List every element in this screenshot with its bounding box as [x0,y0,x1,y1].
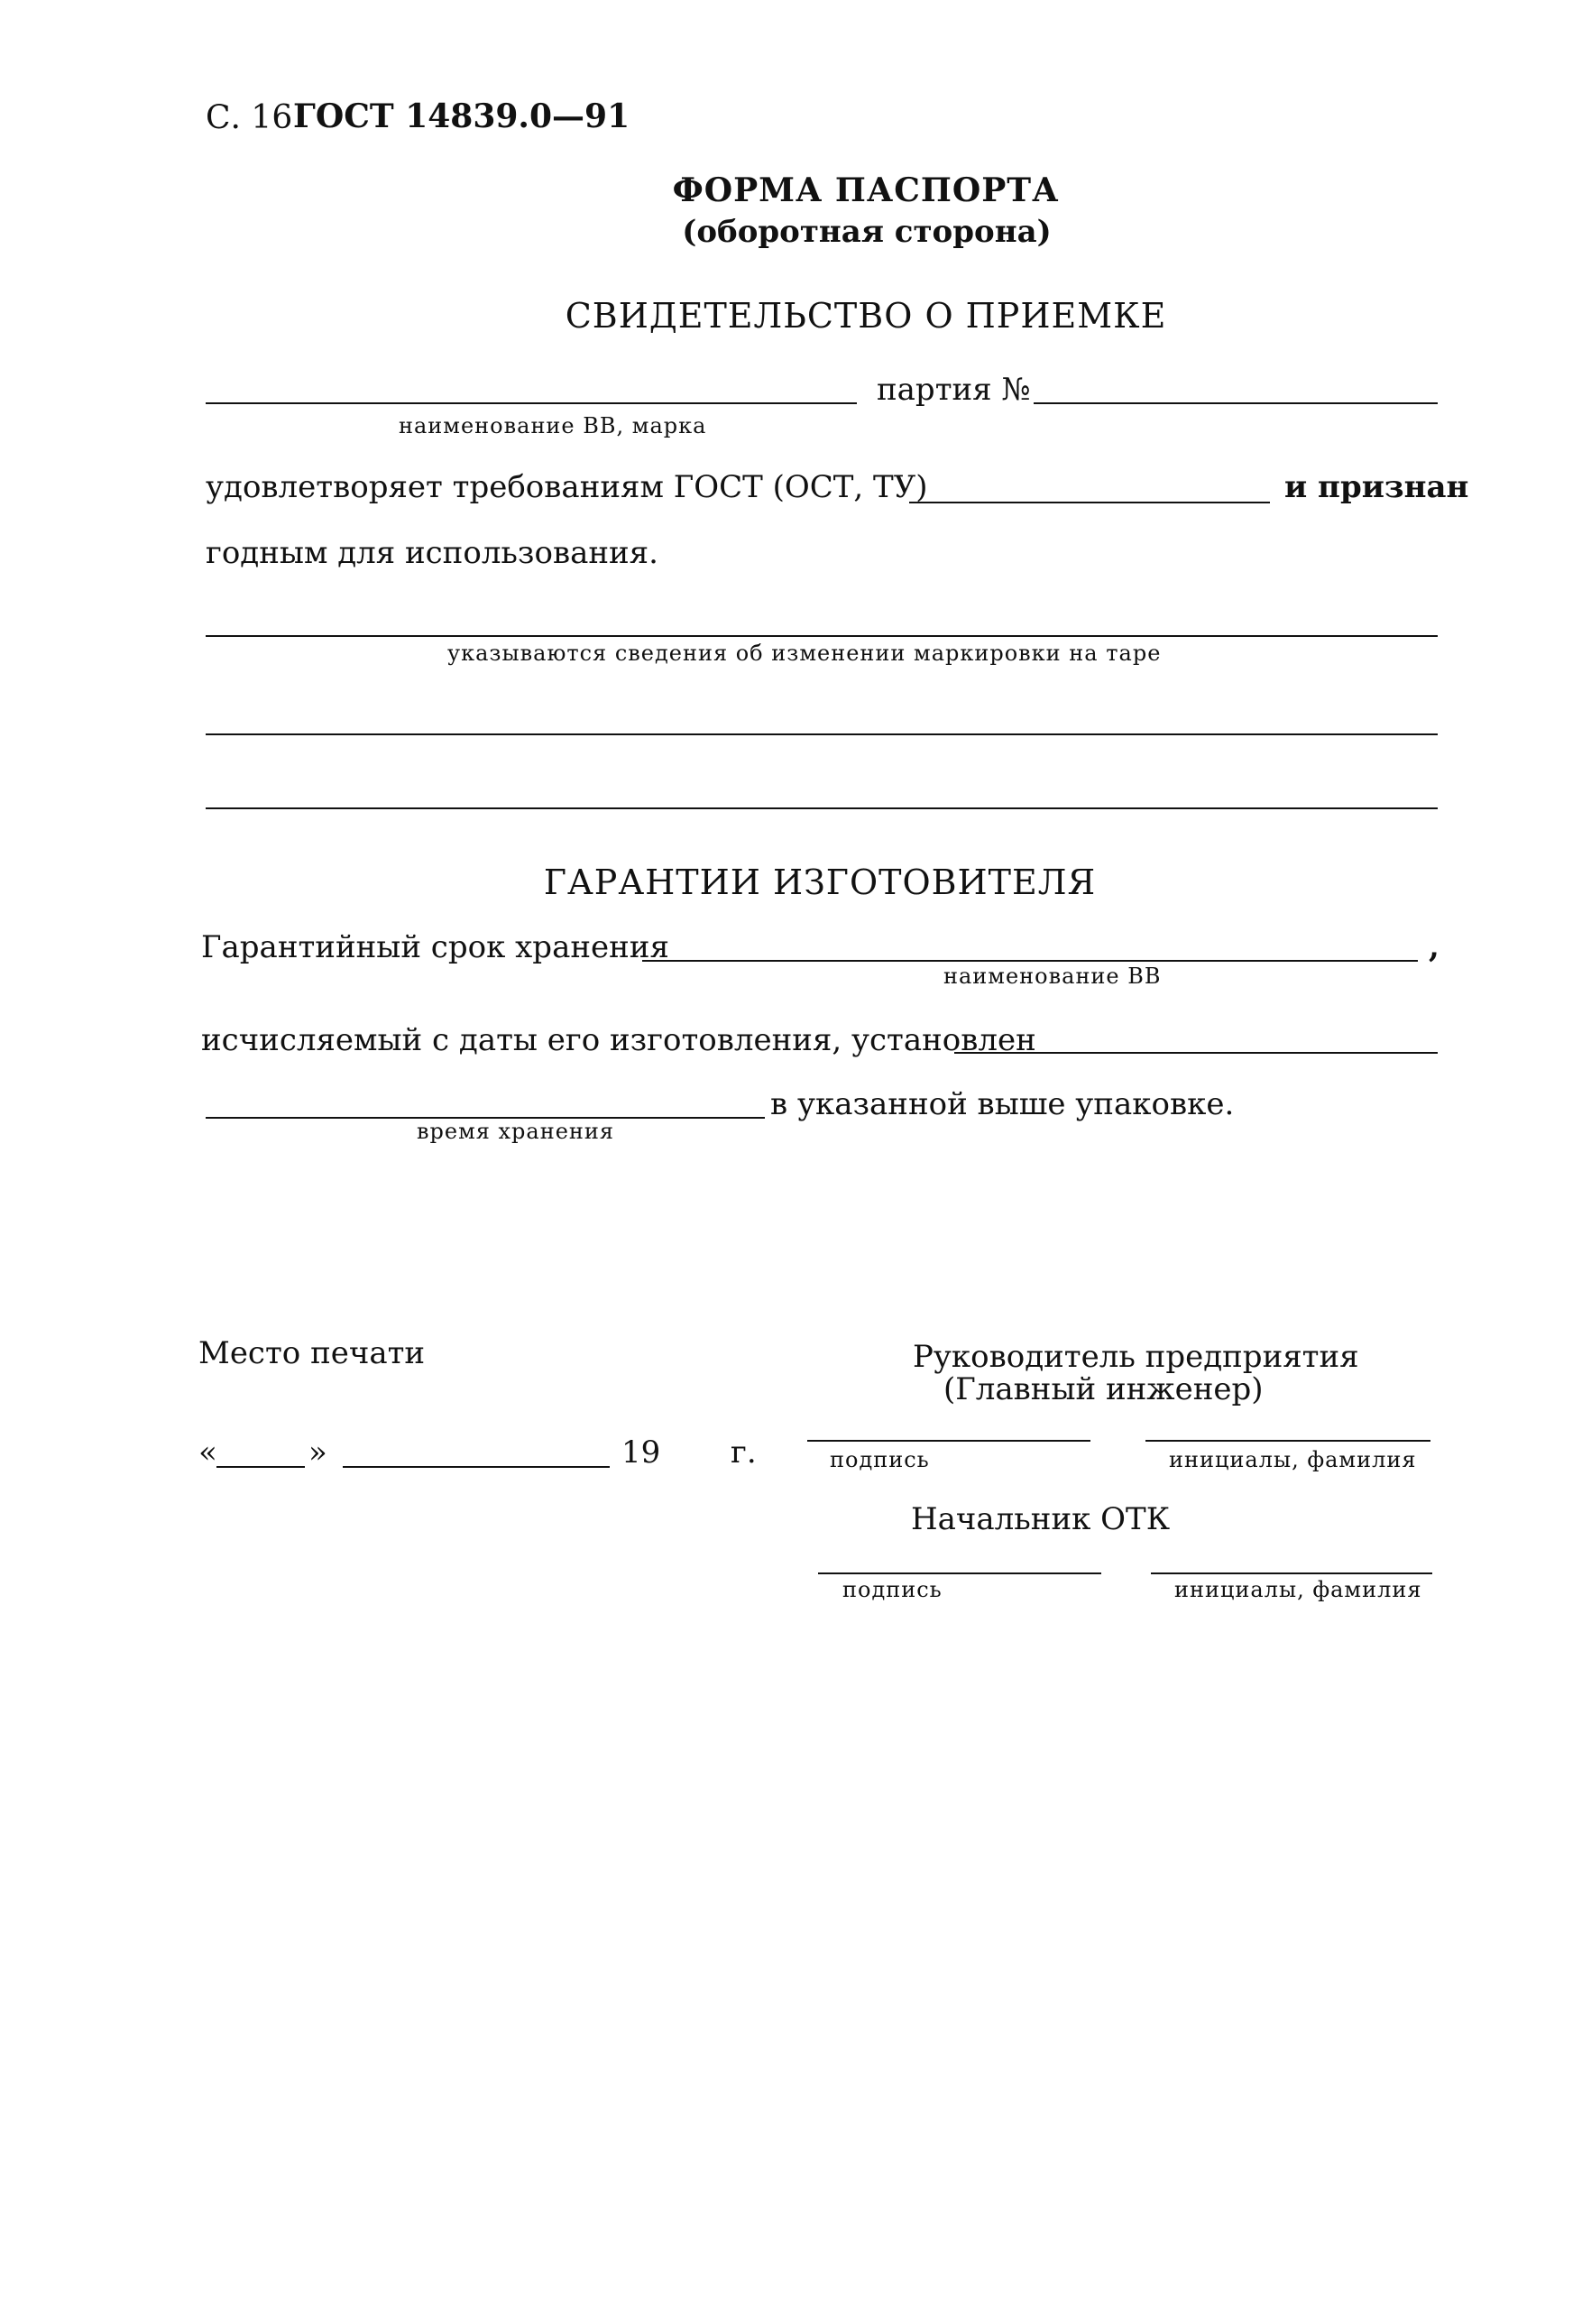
head-title: Руководитель предприятия [913,1339,1359,1375]
qc-signature-caption: подпись [842,1577,943,1602]
qc-title: Начальник ОТК [911,1501,1171,1537]
standard-reference-line[interactable] [909,502,1270,503]
form-subtitle: (оборотная сторона) [682,214,1052,250]
year-prefix: 19 [621,1434,661,1471]
seal-place: Место печати [198,1335,426,1371]
marking-changes-line-3[interactable] [206,807,1438,809]
form-title: ФОРМА ПАСПОРТА [672,171,1060,209]
bb-name-line[interactable] [642,960,1418,962]
batch-label: партия № [877,372,1031,408]
fit-for-use-text: годным для использования. [206,535,658,571]
marking-changes-line-2[interactable] [206,733,1438,735]
qc-signature-line[interactable] [818,1572,1101,1574]
batch-number-line[interactable] [1034,402,1438,404]
acceptance-heading: СВИДЕТЕЛЬСТВО О ПРИЕМКЕ [565,296,1167,336]
recognized-text: и признан [1284,469,1469,505]
head-signature-line[interactable] [807,1440,1090,1442]
date-day-line[interactable] [216,1466,305,1468]
head-signature-caption: подпись [830,1447,930,1472]
calculated-text: исчисляемый с даты его изготовления, установлен [201,1022,1036,1058]
head-initials-line[interactable] [1145,1440,1430,1442]
storage-period-label: Гарантийный срок хранения [201,929,669,965]
marking-changes-caption: указываются сведения об изменении маркировки на таре [447,641,1162,666]
year-suffix: г. [731,1434,757,1471]
date-open-quote: « [198,1434,217,1471]
established-period-line[interactable] [954,1052,1438,1054]
qc-initials-line[interactable] [1151,1572,1432,1574]
comma: , [1429,929,1439,965]
product-name-line[interactable] [206,402,857,404]
package-text: в указанной выше упаковке. [770,1086,1235,1122]
qc-initials-caption: инициалы, фамилия [1174,1577,1422,1602]
complies-text: удовлетворяет требованиям ГОСТ (ОСТ, ТУ) [206,469,928,505]
standard-number: ГОСТ 14839.0—91 [293,97,630,135]
head-initials-caption: инициалы, фамилия [1169,1447,1417,1472]
product-name-caption: наименование ВВ, марка [399,413,707,438]
bb-name-caption: наименование ВВ [943,964,1162,989]
head-subtitle: (Главный инженер) [943,1371,1264,1407]
page-number: С. 16 [206,99,293,136]
date-month-line[interactable] [343,1466,610,1468]
warranty-heading: ГАРАНТИИ ИЗГОТОВИТЕЛЯ [543,862,1097,902]
storage-time-caption: время хранения [417,1119,615,1144]
date-close-quote: » [308,1434,327,1471]
marking-changes-line-1[interactable] [206,635,1438,637]
